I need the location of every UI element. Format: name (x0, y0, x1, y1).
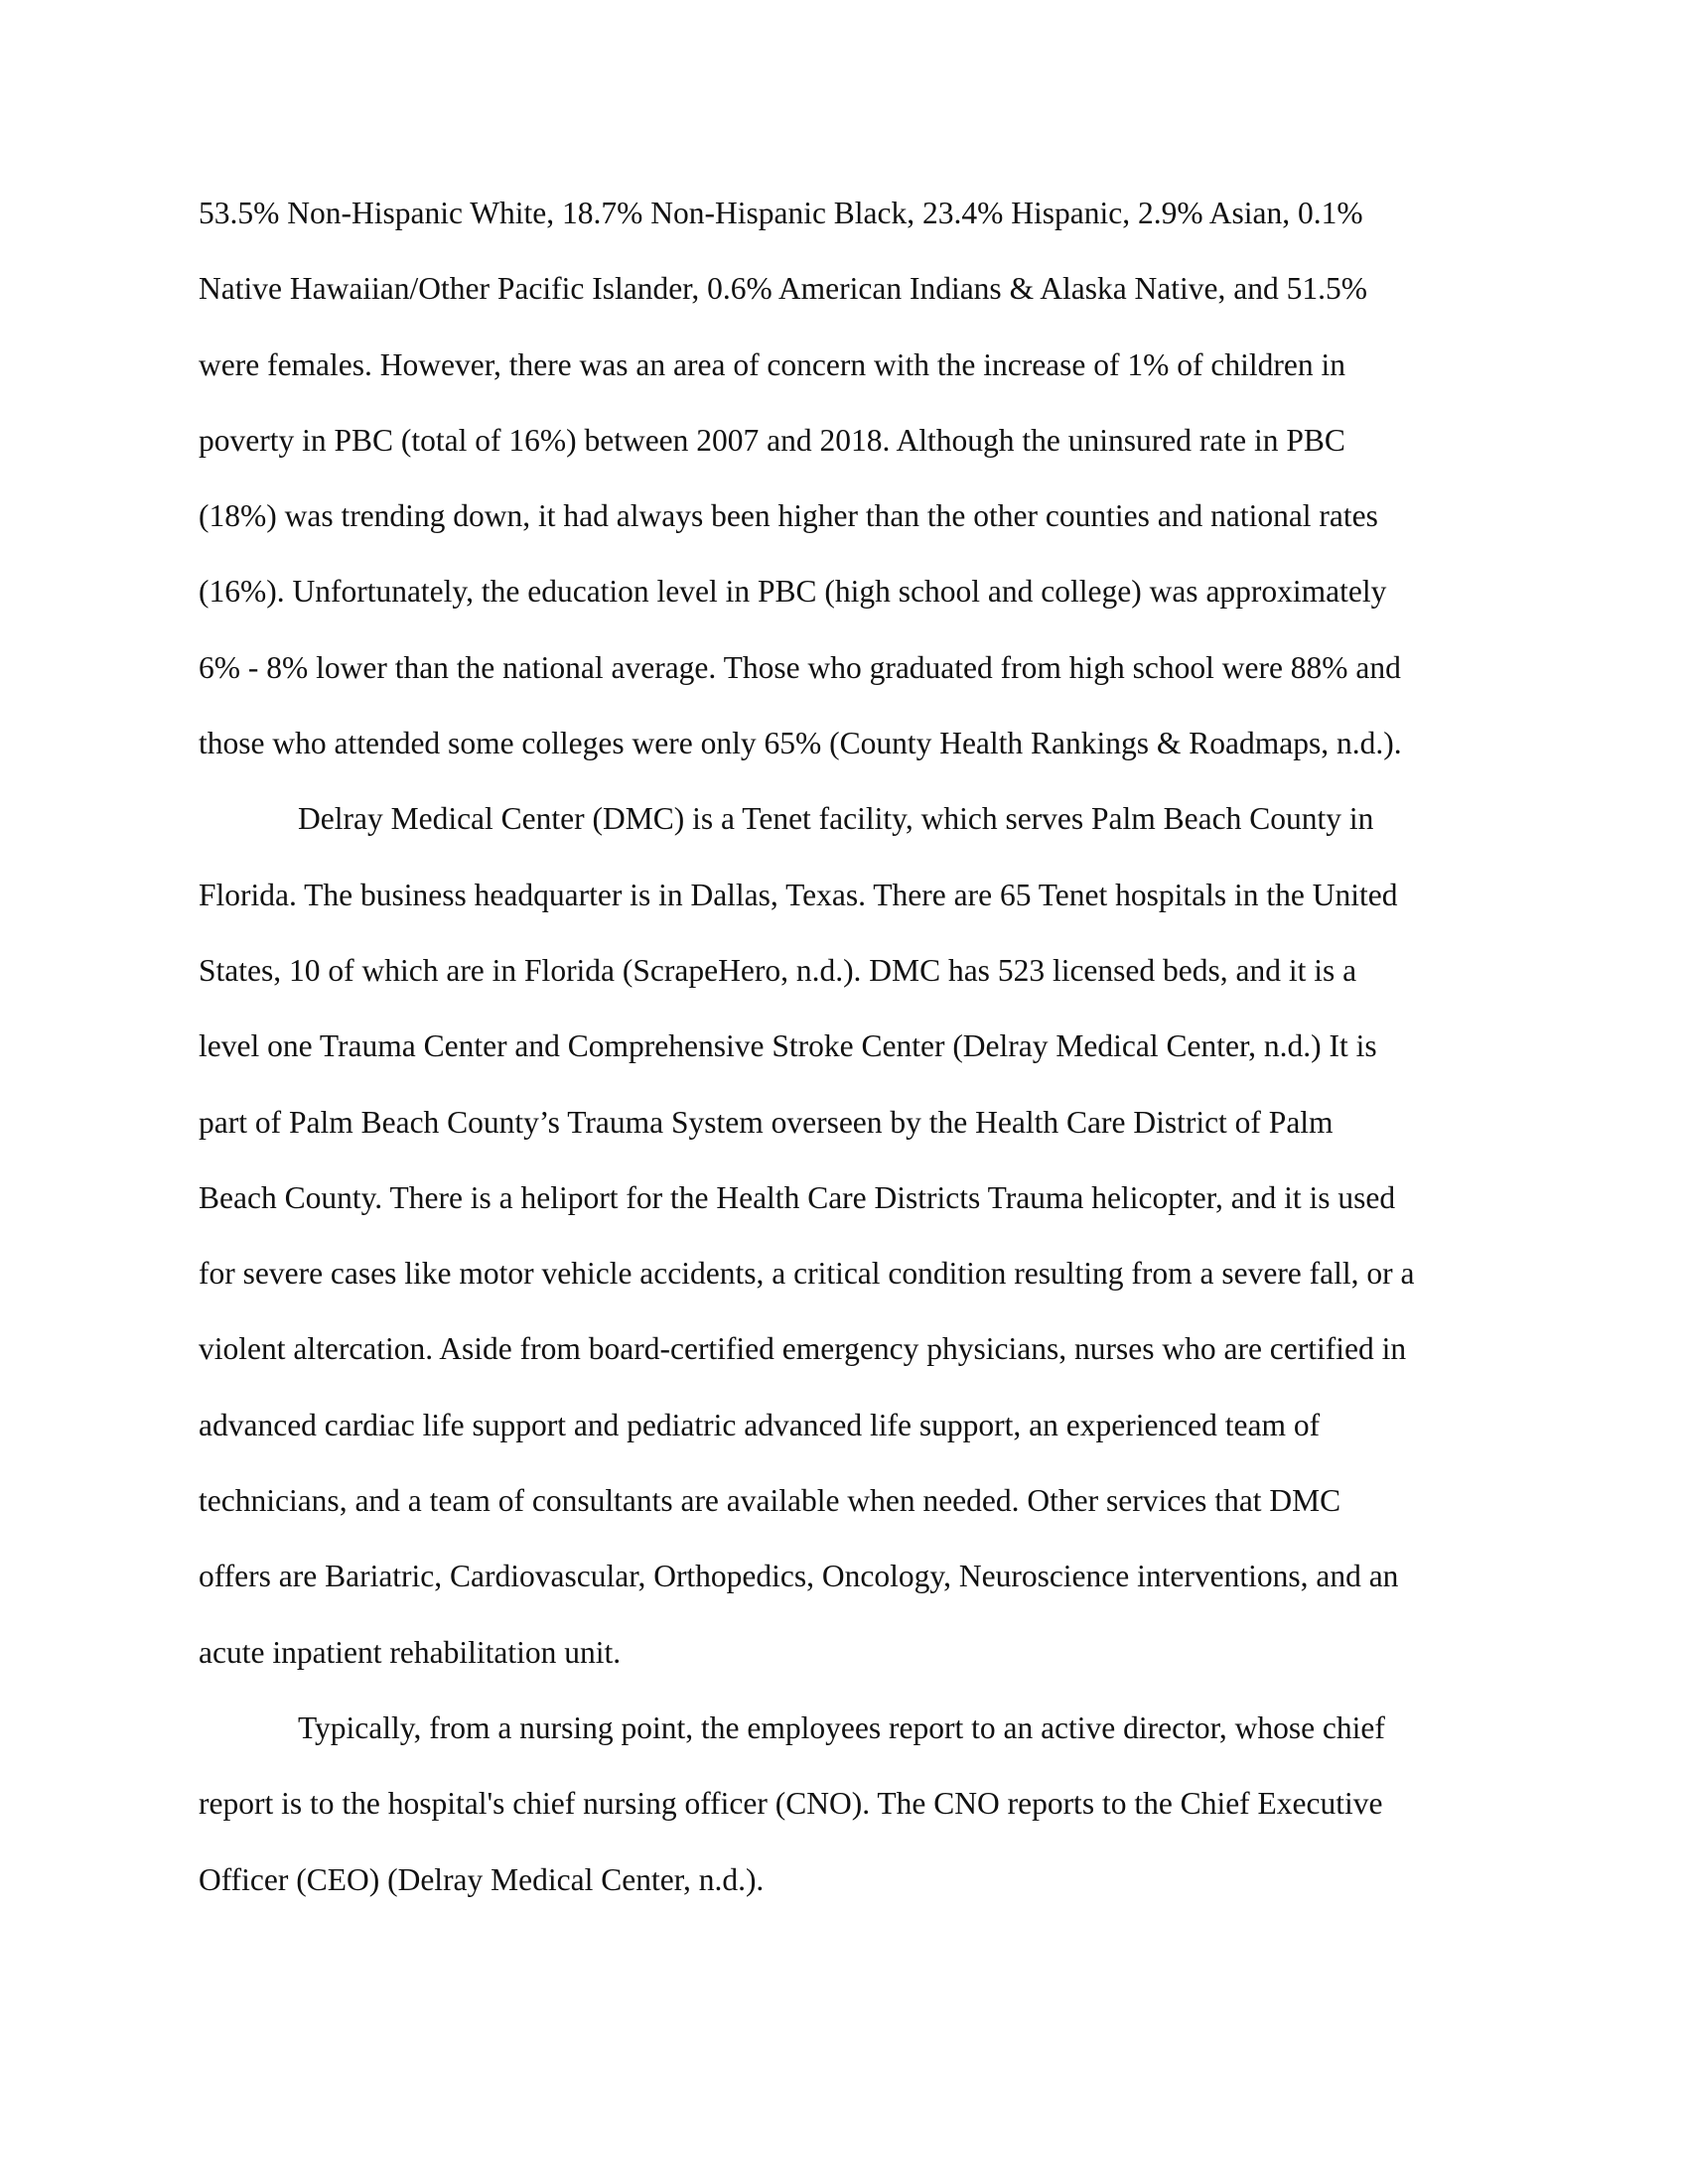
text-line: 6% - 8% lower than the national average. Those who graduated from high school were 88% and (199, 649, 1401, 685)
text-line: (16%). Unfortunately, the education level in PBC (high school and college) was approximately (199, 574, 1387, 610)
text-line: part of Palm Beach County’s Trauma System overseen by the Health Care District of Palm (199, 1104, 1334, 1140)
text-line: for severe cases like motor vehicle accidents, a critical condition resulting from a severe fall, or a (199, 1256, 1415, 1292)
text-line: level one Trauma Center and Comprehensive Stroke Center (Delray Medical Center, n.d.) It is (199, 1028, 1377, 1064)
paragraph-reporting-structure (199, 1707, 1509, 1935)
text-line: Typically, from a nursing point, the employees report to an active director, whose chief (298, 1709, 1385, 1745)
text-line: (18%) was trending down, it had always been higher than the other counties and national rates (199, 498, 1378, 534)
text-line: 53.5% Non-Hispanic White, 18.7% Non-Hispanic Black, 23.4% Hispanic, 2.9% Asian, 0.1% (199, 196, 1363, 230)
text-line: advanced cardiac life support and pediatric advanced life support, an experienced team of (199, 1407, 1321, 1442)
text-line: violent altercation. Aside from board-certified emergency physicians, nurses who are certified in (199, 1331, 1407, 1367)
text-line: acute inpatient rehabilitation unit. (199, 1634, 622, 1670)
text-line: Officer (CEO) (Delray Medical Center, n.d.). (199, 1861, 765, 1897)
text-line: poverty in PBC (total of 16%) between 2007 and 2018. Although the uninsured rate in PBC (199, 422, 1345, 458)
text-line: those who attended some colleges were only 65% (County Health Rankings & Roadmaps, n.d.). (199, 726, 1402, 761)
text-line: were females. However, there was an area of concern with the increase of 1% of children in (199, 346, 1345, 382)
document-body (199, 193, 1509, 1935)
text-line: offers are Bariatric, Cardiovascular, Orthopedics, Oncology, Neuroscience interventions, and an (199, 1559, 1399, 1594)
text-line: Delray Medical Center (DMC) is a Tenet facility, which serves Palm Beach County in (298, 801, 1374, 837)
text-line: Beach County. There is a heliport for the Health Care Districts Trauma helicopter, and it is used (199, 1179, 1396, 1215)
text-line: report is to the hospital's chief nursing officer (CNO). The CNO reports to the Chief Executive (199, 1786, 1383, 1822)
text-line: States, 10 of which are in Florida (ScrapeHero, n.d.). DMC has 523 licensed beds, and it is a (199, 952, 1357, 988)
text-line: Florida. The business headquarter is in Dallas, Texas. There are 65 Tenet hospitals in the United (199, 877, 1398, 912)
text-line: technicians, and a team of consultants are available when needed. Other services that DMC (199, 1483, 1341, 1519)
paragraph-demographics (199, 193, 1509, 798)
text-line: Native Hawaiian/Other Pacific Islander, 0.6% American Indians & Alaska Native, and 51.5% (199, 271, 1367, 307)
paragraph-delray-medical-center (199, 798, 1509, 1707)
